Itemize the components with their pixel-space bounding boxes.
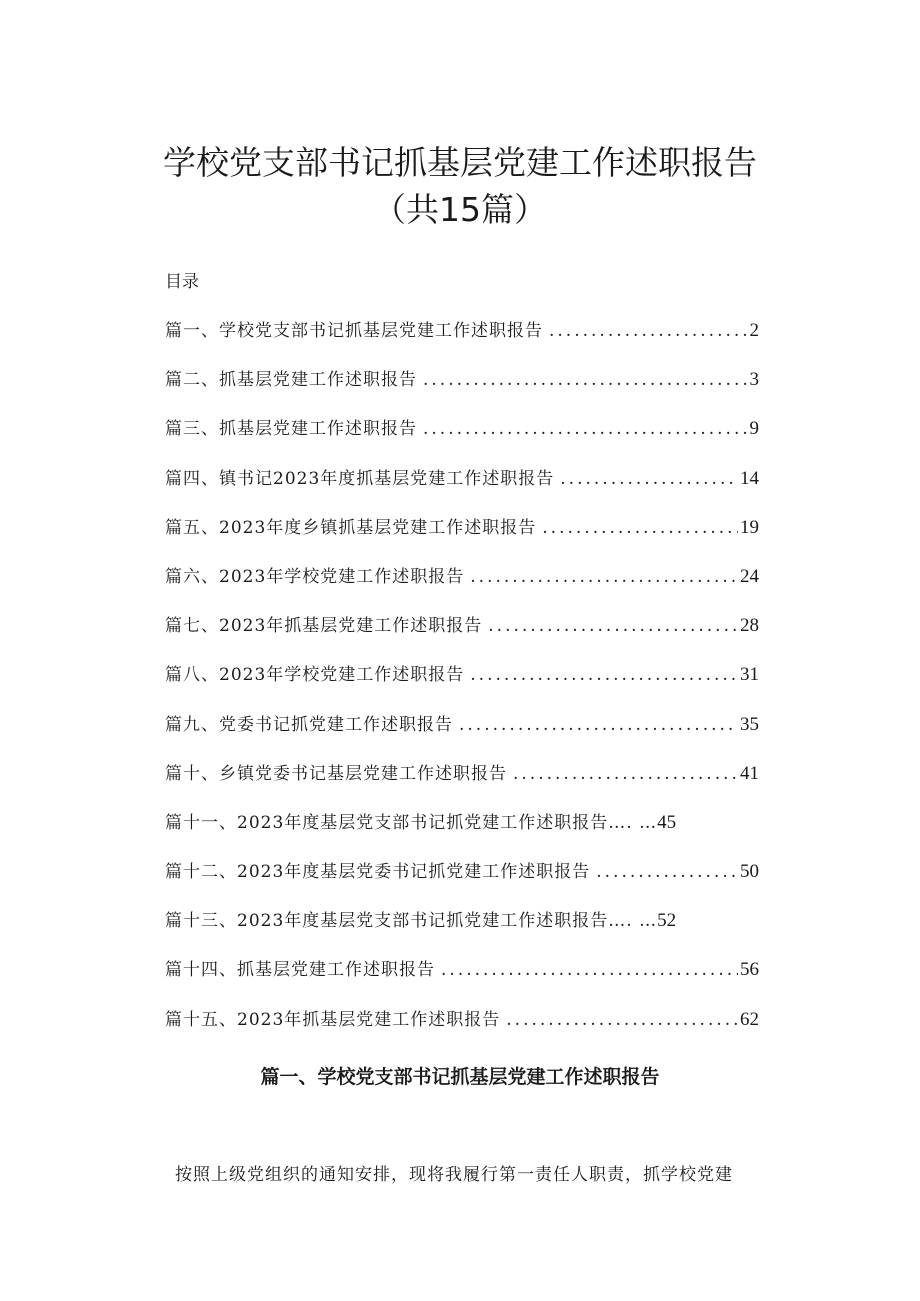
- toc-entry[interactable]: [165, 562, 759, 611]
- toc-entry[interactable]: [165, 513, 759, 562]
- toc-entry[interactable]: [165, 759, 759, 808]
- toc-dot-leader: [549, 316, 748, 346]
- toc-dot-leader: [506, 1005, 738, 1035]
- toc-entry[interactable]: [165, 414, 759, 463]
- toc-entry-label: 篇十三、2023年度基层党支部书记抓党建工作述职报告…. …: [165, 911, 658, 932]
- toc-entry-page: 3: [749, 369, 759, 391]
- toc-entry-page: 50: [740, 861, 759, 883]
- toc-entry[interactable]: [165, 316, 759, 365]
- toc-entry-label: 篇四、镇书记2023年度抓基层党建工作述职报告: [165, 468, 555, 489]
- section-heading: 篇一、学校党支部书记抓基层党建工作述职报告: [260, 1066, 660, 1088]
- toc-entry-page: 45: [657, 811, 677, 833]
- toc-entry-label: 篇十二、2023年度基层党委书记抓党建工作述职报告: [165, 862, 591, 883]
- toc-dot-leader: [513, 759, 738, 789]
- toc-entry[interactable]: [165, 906, 759, 955]
- toc-entry-page: 31: [740, 664, 759, 686]
- toc-entry[interactable]: [165, 955, 759, 1004]
- toc-entry[interactable]: [165, 611, 759, 660]
- body-paragraph: 按照上级党组织的通知安排，现将我履行第一责任人职责，抓学校党建: [175, 1165, 733, 1185]
- toc-entry-label: 篇二、抓基层党建工作述职报告: [165, 370, 417, 391]
- toc-heading: 目录: [165, 272, 199, 292]
- toc-entry-page: 62: [740, 1008, 759, 1030]
- toc-dot-leader: [488, 611, 738, 641]
- toc-entry-page: 2: [749, 320, 759, 341]
- toc-entry-label: 篇十四、抓基层党建工作述职报告: [165, 960, 435, 981]
- toc-entry-label: 篇一、学校党支部书记抓基层党建工作述职报告: [165, 321, 543, 341]
- toc-entry[interactable]: [165, 1005, 759, 1054]
- toc-dot-leader: [423, 414, 748, 444]
- toc-dot-leader: [560, 464, 738, 494]
- toc-entry[interactable]: [165, 464, 759, 513]
- toc-entry-label: 篇九、党委书记抓党建工作述职报告: [165, 714, 453, 735]
- toc-entry-page: 24: [740, 565, 759, 587]
- document-subtitle-count: （共15篇）: [373, 190, 547, 229]
- toc-entry[interactable]: [165, 857, 759, 906]
- toc-dot-leader: [470, 660, 738, 690]
- toc-entry-label: 篇十、乡镇党委书记基层党建工作述职报告: [165, 763, 507, 784]
- document-title: 学校党支部书记抓基层党建工作述职报告: [163, 143, 757, 182]
- toc-entry[interactable]: [165, 660, 759, 709]
- toc-entry[interactable]: [165, 808, 759, 857]
- toc-entry-page: 41: [740, 762, 759, 784]
- toc-entry[interactable]: [165, 365, 759, 414]
- toc-dot-leader: [459, 710, 738, 740]
- toc-entry-label: 篇八、2023年学校党建工作述职报告: [165, 665, 465, 686]
- toc-entry-label: 篇十五、2023年抓基层党建工作述职报告: [165, 1009, 501, 1030]
- table-of-contents: [165, 316, 759, 1054]
- toc-entry-label: 篇十一、2023年度基层党支部书记抓党建工作述职报告…. …: [165, 812, 658, 833]
- toc-dot-leader: [441, 955, 738, 985]
- toc-entry-label: 篇六、2023年学校党建工作述职报告: [165, 566, 465, 587]
- toc-entry-page: 56: [740, 959, 759, 981]
- toc-entry-page: 14: [740, 467, 759, 489]
- toc-entry-page: 19: [740, 516, 759, 538]
- toc-entry-label: 篇三、抓基层党建工作述职报告: [165, 419, 417, 440]
- toc-entry-page: 35: [740, 713, 759, 735]
- toc-dot-leader: [470, 562, 738, 592]
- toc-entry-label: 篇五、2023年度乡镇抓基层党建工作述职报告: [165, 517, 537, 538]
- toc-entry-label: 篇七、2023年抓基层党建工作述职报告: [165, 616, 483, 637]
- toc-dot-leader: [596, 857, 738, 887]
- toc-entry-page: 52: [657, 910, 677, 932]
- toc-entry-page: 9: [749, 418, 759, 440]
- toc-entry[interactable]: [165, 710, 759, 759]
- toc-dot-leader: [542, 513, 738, 543]
- toc-dot-leader: [423, 365, 748, 395]
- toc-entry-page: 28: [740, 615, 759, 637]
